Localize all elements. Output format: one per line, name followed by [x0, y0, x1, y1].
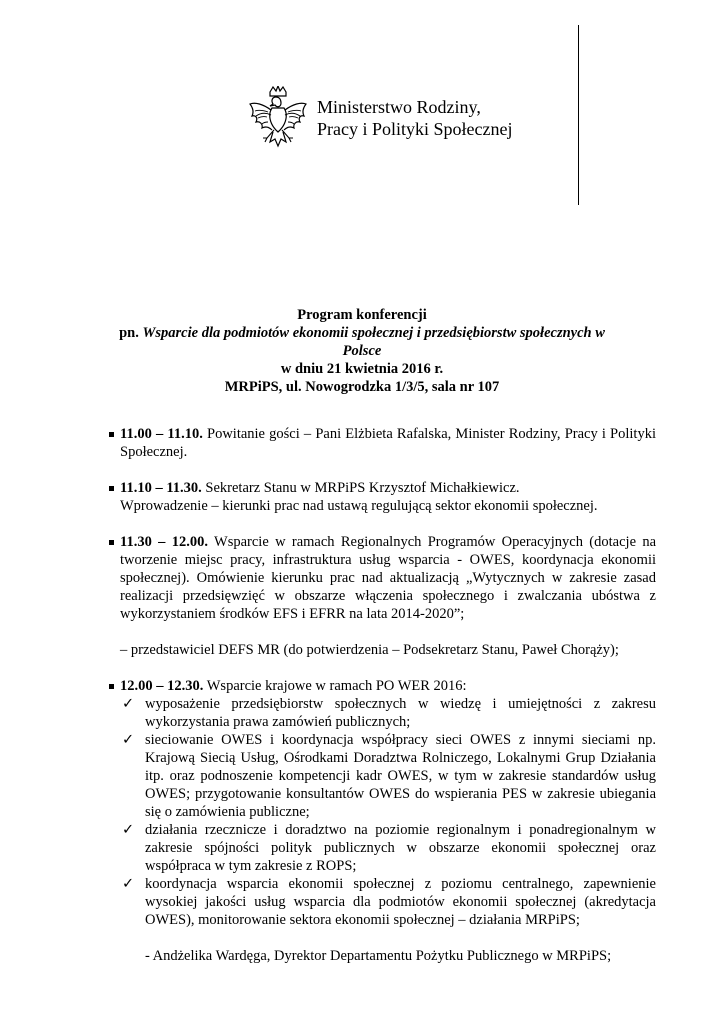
agenda-item-time: 11.30 – 12.00. [120, 534, 208, 550]
agenda [120, 425, 656, 965]
ministry-name-line2: Pracy i Polityki Społecznej [317, 119, 513, 139]
ministry-name [317, 96, 512, 140]
agenda-item-2 [120, 479, 656, 515]
bullet-icon [109, 684, 114, 689]
title-line2-prefix: pn. [119, 325, 143, 341]
title-line1: Program konferencji [297, 307, 427, 323]
agenda-item-1 [120, 425, 656, 461]
agenda-item-time: 11.00 – 11.10. [120, 426, 203, 442]
check-point-text: sieciowanie OWES i koordynacja współpracy sieci OWES z innymi sieciami np. Krajową Siecią Usług, Ośrodkami Doradztwa Rolniczego, Lokalnymi Grup Działania itp. oraz podnoszenie kompetencji kadr OWES, w tym w zakresie standardów usług OWES; przygotowanie konsultantów OWES do wspierania PES w zakresie ubiegania się o zamówienia publiczne; [145, 732, 656, 820]
check-mark-icon: ✓ [122, 696, 135, 712]
check-point-4 [120, 875, 656, 929]
check-mark-icon: ✓ [122, 732, 135, 748]
bullet-icon [109, 540, 114, 545]
check-point-2 [120, 731, 656, 821]
check-point-text: koordynacja wsparcia ekonomii społecznej z poziomu centralnego, zapewnienie wysokiej jakości usług wsparcia dla podmiotów ekonomii społecznej (akredytacja OWES), monitorowanie sektora ekonomii społecznej – działania MRPiPS; [145, 876, 656, 928]
bullet-icon [109, 432, 114, 437]
agenda-item-time: 11.10 – 11.30. [120, 480, 202, 496]
polish-eagle-emblem-icon [248, 86, 308, 156]
title-line2 [100, 324, 624, 360]
check-point-3 [120, 821, 656, 875]
agenda-item-text-line2: Wprowadzenie – kierunki prac nad ustawą regulującą sektor ekonomii społecznej. [120, 498, 598, 514]
check-point-text: działania rzecznicze i doradztwo na poziomie regionalnym i ponadregionalnym w zakresie spójności polityk publicznych w obszarze ekonomii społecznej oraz współpraca w tym zakresie z ROPS; [145, 822, 656, 874]
conference-date: w dniu 21 kwietnia 2016 r. [280, 361, 444, 377]
agenda-item-4-speaker: - Andżelika Wardęga, Dyrektor Departamentu Pożytku Publicznego w MRPiPS; [145, 948, 612, 964]
check-mark-icon: ✓ [122, 876, 135, 892]
check-mark-icon: ✓ [122, 822, 135, 838]
agenda-item-text: Sekretarz Stanu w MRPiPS Krzysztof Michałkiewicz. [201, 480, 520, 496]
agenda-item-3 [120, 533, 656, 623]
check-point-text: wyposażenie przedsiębiorstw społecznych w wiedzę i umiejętności z zakresu wykorzystania prawa zamówień publicznych; [145, 696, 656, 730]
ministry-name-line1: Ministerstwo Rodziny, [317, 97, 481, 117]
bullet-icon [109, 486, 114, 491]
agenda-item-text: Wsparcie krajowe w ramach PO WER 2016: [203, 678, 467, 694]
agenda-item-4 [120, 677, 656, 695]
header-divider-line [578, 25, 579, 205]
conference-title [100, 306, 624, 396]
agenda-item-time: 12.00 – 12.30. [120, 678, 204, 694]
agenda-item-3-speaker: – przedstawiciel DEFS MR (do potwierdzenia – Podsekretarz Stanu, Paweł Chorąży); [120, 642, 619, 658]
conference-name: Wsparcie dla podmiotów ekonomii społecznej i przedsiębiorstw społecznych w Polsce [142, 325, 605, 359]
agenda-item-text: Wsparcie w ramach Regionalnych Programów Operacyjnych (dotacje na tworzenie miejsc pracy, infrastruktura usług wsparcia - OWES, koordynacja ekonomii społecznej). Omówienie kierunku prac nad aktualizacją „Wytycznych w zakresie zasad realizacji przedsięwzięć w obszarze włączenia społecznego i zwalczania ubóstwa z wykorzystaniem środków EFS i EFRR na lata 2014-2020”; [120, 534, 657, 622]
agenda-item-text: Powitanie gości – Pani Elżbieta Rafalska, Minister Rodziny, Pracy i Polityki Społecznej. [120, 426, 656, 460]
conference-venue: MRPiPS, ul. Nowogrodzka 1/3/5, sala nr 107 [224, 379, 500, 395]
check-point-1 [120, 695, 656, 731]
